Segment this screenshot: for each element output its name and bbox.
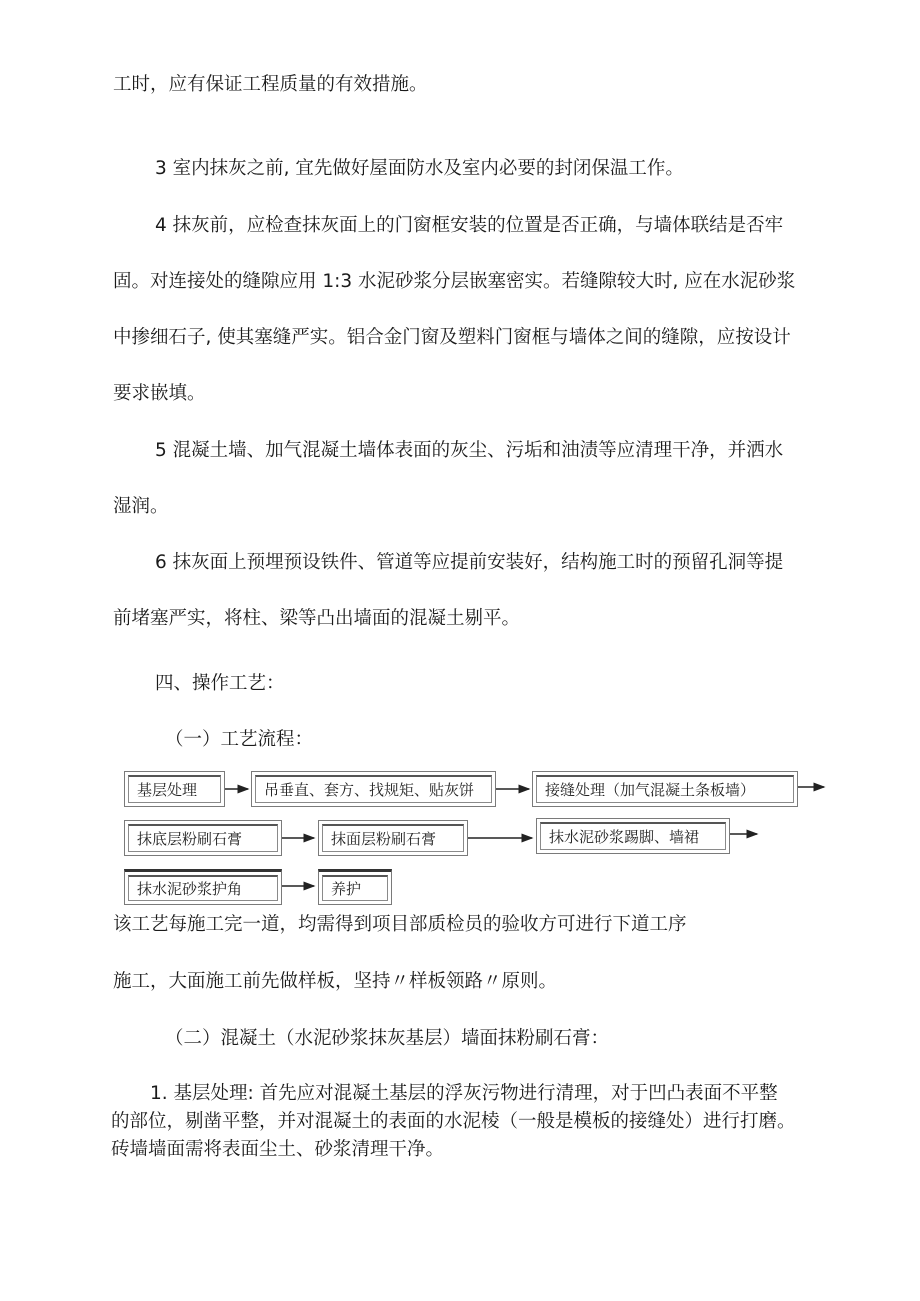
flow-step-joint-treatment bbox=[532, 771, 798, 807]
subsection-heading: （二）混凝土（水泥砂浆抹灰基层）墙面抹粉刷石膏： bbox=[165, 1028, 610, 1049]
flow-step-base-treatment bbox=[124, 771, 225, 807]
flow-step-skirting bbox=[536, 818, 730, 854]
flow-step-label: 抹底层粉刷石膏 bbox=[128, 824, 278, 852]
flow-step-curing bbox=[318, 869, 392, 905]
paragraph-line: 5 混凝土墙、加气混凝土墙体表面的灰尘、污垢和油渍等应清理干净，并洒水 bbox=[155, 440, 784, 461]
paragraph-line: 砖墙墙面需将表面尘土、砂浆清理干净。 bbox=[111, 1139, 445, 1160]
paragraph-line: 固。对连接处的缝隙应用 1:3 水泥砂浆分层嵌塞密实。若缝隙较大时, 应在水泥砂浆 bbox=[113, 271, 796, 292]
paragraph-line: 3 室内抹灰之前, 宜先做好屋面防水及室内必要的封闭保温工作。 bbox=[155, 158, 684, 179]
flow-step-label: 吊垂直、套方、找规矩、贴灰饼 bbox=[255, 775, 492, 803]
flow-step-label: 基层处理 bbox=[128, 775, 221, 803]
flow-step-label: 养护 bbox=[322, 875, 388, 901]
subsection-heading: （一）工艺流程： bbox=[165, 729, 314, 750]
paragraph-line: 要求嵌填。 bbox=[113, 383, 206, 404]
paragraph-line: 前堵塞严实，将柱、梁等凸出墙面的混凝土剔平。 bbox=[113, 608, 521, 629]
paragraph-line: 6 抹灰面上预埋预设铁件、管道等应提前安装好，结构施工时的预留孔洞等提 bbox=[155, 552, 784, 573]
flow-step-label: 抹面层粉刷石膏 bbox=[322, 824, 464, 852]
flow-step-label: 抹水泥砂浆踢脚、墙裙 bbox=[540, 822, 726, 850]
section-heading: 四、操作工艺： bbox=[155, 673, 285, 694]
flow-step-corner-guard bbox=[124, 869, 282, 905]
paragraph-line: 该工艺每施工完一道，均需得到项目部质检员的验收方可进行下道工序 bbox=[113, 914, 687, 935]
flow-step-face-coat bbox=[318, 820, 468, 856]
paragraph-line: 4 抹灰前，应检查抹灰面上的门窗框安装的位置是否正确，与墙体联结是否牢 bbox=[155, 215, 784, 236]
paragraph-line: 湿润。 bbox=[113, 496, 169, 517]
paragraph-line: 1. 基层处理: 首先应对混凝土基层的浮灰污物进行清理，对于凹凸表面不平整 bbox=[150, 1083, 778, 1104]
flow-step-label: 接缝处理（加气混凝土条板墙） bbox=[536, 775, 794, 803]
paragraph-line: 中掺细石子, 使其塞缝严实。铝合金门窗及塑料门窗框与墙体之间的缝隙，应按设计 bbox=[113, 327, 791, 348]
flow-step-base-coat bbox=[124, 820, 282, 856]
flow-step-label: 抹水泥砂浆护角 bbox=[128, 875, 278, 901]
paragraph-line: 的部位，剔凿平整，并对混凝土的表面的水泥棱（一般是模板的接缝处）进行打磨。 bbox=[111, 1111, 796, 1132]
paragraph-line: 工时，应有保证工程质量的有效措施。 bbox=[113, 74, 428, 95]
flow-step-plumb-square bbox=[251, 771, 496, 807]
paragraph-line: 施工，大面施工前先做样板，坚持〃样板领路〃原则。 bbox=[113, 971, 558, 992]
